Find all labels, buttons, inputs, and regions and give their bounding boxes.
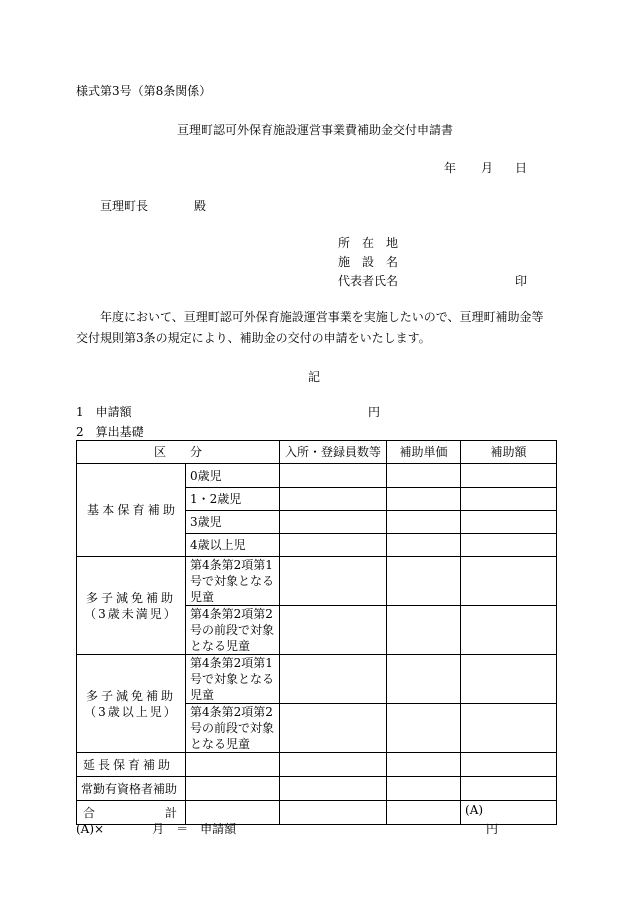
item-calculation-basis: 2 算出基礎 <box>76 425 144 439</box>
cell-count[interactable] <box>280 464 387 488</box>
table-header-row <box>77 441 557 464</box>
table-row <box>77 777 557 801</box>
cell-amount[interactable] <box>461 534 557 557</box>
row-label: 第4条第2項第1号で対象となる児童 <box>186 557 280 606</box>
category-multi-under3 <box>77 557 186 655</box>
table-row <box>77 464 557 488</box>
category-multi-over3-line1: 多子減免補助 <box>85 688 176 703</box>
ki-heading: 記 <box>308 370 321 384</box>
calculation-table <box>76 440 557 825</box>
cell-amount[interactable] <box>461 753 557 777</box>
row-label: 1・2歳児 <box>186 488 280 511</box>
category-basic-label: 基 本 保 育 補 助 <box>87 503 175 517</box>
category-extended: 延長保育補助 <box>77 753 186 777</box>
total-label-right: 計 <box>164 805 177 820</box>
cell-count[interactable] <box>280 534 387 557</box>
cell-count[interactable] <box>280 801 387 825</box>
cell-count[interactable] <box>280 655 387 704</box>
date-day: 日 <box>515 161 528 175</box>
category-basic <box>77 464 186 557</box>
row-label: 3歳児 <box>186 511 280 534</box>
row-label: 0歳児 <box>186 464 280 488</box>
document-title: 亘理町認可外保育施設運営事業費補助金交付申請書 <box>176 123 453 137</box>
table-row <box>77 557 557 606</box>
date-month: 月 <box>481 161 494 175</box>
row-label: 第4条第2項第1号で対象となる児童 <box>186 655 280 704</box>
row-label: 第4条第2項第2号の前段で対象となる児童 <box>186 606 280 655</box>
table-total-row <box>77 801 557 825</box>
category-fulltime: 常勤有資格者補助 <box>77 777 186 801</box>
total-label <box>77 801 186 825</box>
category-multi-under3-line2: （3歳未満児） <box>84 606 178 621</box>
cell-amount[interactable] <box>461 511 557 534</box>
addressee-name: 亘理町長 <box>100 199 149 213</box>
facility-label: 施 設 名 <box>338 255 399 269</box>
cell-unit-price[interactable] <box>387 801 461 825</box>
category-multi-over3-line2: （3歳以上児） <box>84 704 178 719</box>
cell-count[interactable] <box>280 753 387 777</box>
cell-amount[interactable] <box>461 655 557 704</box>
cell-amount[interactable] <box>461 557 557 606</box>
cell-amount[interactable] <box>461 606 557 655</box>
header-category: 区 分 <box>77 441 280 464</box>
header-subsidy-amount: 補助額 <box>461 441 557 464</box>
cell-count[interactable] <box>280 557 387 606</box>
header-count: 入所・登録員数等 <box>280 441 387 464</box>
cell-unit-price[interactable] <box>387 606 461 655</box>
cell-unit-price[interactable] <box>387 511 461 534</box>
row-label: 第4条第2項第2号の前段で対象となる児童 <box>186 704 280 753</box>
cell-amount[interactable] <box>461 704 557 753</box>
item-application-unit: 円 <box>368 405 381 419</box>
cell-count[interactable] <box>280 777 387 801</box>
total-mark: (A) <box>465 803 484 817</box>
cell-amount[interactable] <box>461 777 557 801</box>
footer-formula: (A)× 月 ＝ 申請額 <box>76 822 237 836</box>
cell-sub <box>186 801 280 825</box>
cell-sub <box>186 777 280 801</box>
cell-amount[interactable] <box>461 488 557 511</box>
cell-unit-price[interactable] <box>387 655 461 704</box>
representative-label: 代表者氏名 <box>338 274 399 288</box>
header-unit-price: 補助単価 <box>387 441 461 464</box>
form-number: 様式第3号（第8条関係） <box>76 84 212 98</box>
date-year: 年 <box>444 161 457 175</box>
table-row <box>77 655 557 704</box>
category-multi-over3 <box>77 655 186 753</box>
footer-unit: 円 <box>486 822 499 836</box>
cell-unit-price[interactable] <box>387 704 461 753</box>
category-multi-under3-line1: 多子減免補助 <box>85 590 176 605</box>
cell-unit-price[interactable] <box>387 464 461 488</box>
cell-count[interactable] <box>280 704 387 753</box>
cell-count[interactable] <box>280 606 387 655</box>
address-label: 所 在 地 <box>338 236 399 250</box>
seal-mark: 印 <box>515 274 528 288</box>
cell-unit-price[interactable] <box>387 753 461 777</box>
cell-unit-price[interactable] <box>387 488 461 511</box>
addressee-honorific: 殿 <box>194 199 207 213</box>
total-label-left: 合 <box>83 805 96 820</box>
item-application-amount: 1 申請額 <box>76 405 132 419</box>
table-row <box>77 753 557 777</box>
cell-count[interactable] <box>280 511 387 534</box>
cell-amount[interactable] <box>461 464 557 488</box>
body-text-line1: 年度において、亘理町認可外保育施設運営事業を実施したいので、亘理町補助金等 <box>76 310 544 324</box>
row-label: 4歳以上児 <box>186 534 280 557</box>
cell-unit-price[interactable] <box>387 557 461 606</box>
cell-unit-price[interactable] <box>387 777 461 801</box>
body-text-line2: 交付規則第3条の規定により、補助金の交付の申請をいたします。 <box>76 331 431 345</box>
cell-sub <box>186 753 280 777</box>
cell-total-amount[interactable] <box>461 801 557 825</box>
cell-count[interactable] <box>280 488 387 511</box>
cell-unit-price[interactable] <box>387 534 461 557</box>
